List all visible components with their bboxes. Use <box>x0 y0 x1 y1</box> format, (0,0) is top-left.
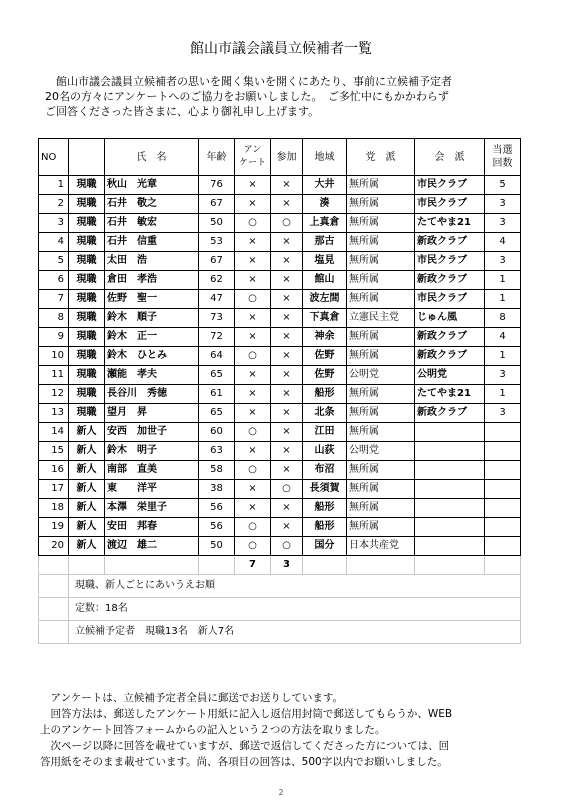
age-cell: 67 <box>199 195 235 214</box>
survey-cell: × <box>235 309 271 328</box>
table-row <box>39 423 521 442</box>
wins-cell <box>485 518 521 537</box>
status-cell: 現職 <box>69 214 105 233</box>
area-cell: 塩見 <box>303 252 347 271</box>
age-cell: 62 <box>199 271 235 290</box>
party-cell: 無所属 <box>347 214 415 233</box>
table-row <box>39 271 521 290</box>
intro-paragraph <box>45 74 535 119</box>
attend-cell: × <box>271 309 303 328</box>
survey-cell: × <box>235 233 271 252</box>
survey-cell: × <box>235 442 271 461</box>
name-cell: 本澤 栄里子 <box>105 499 199 518</box>
survey-cell: ○ <box>235 461 271 480</box>
totals-row <box>39 556 521 575</box>
party-cell: 無所属 <box>347 480 415 499</box>
status-cell: 現職 <box>69 252 105 271</box>
survey-cell: ○ <box>235 423 271 442</box>
survey-cell: ○ <box>235 518 271 537</box>
survey-cell: × <box>235 252 271 271</box>
faction-cell: じゅん風 <box>415 309 485 328</box>
table-row <box>39 442 521 461</box>
survey-cell: × <box>235 499 271 518</box>
footer-line: 次ページ以降に回答を載せていますが、郵送で返信してくださった方については、回 <box>40 740 450 752</box>
attend-cell: × <box>271 366 303 385</box>
wins-cell: 8 <box>485 309 521 328</box>
name-cell: 鈴木 順子 <box>105 309 199 328</box>
attend-cell: × <box>271 176 303 195</box>
age-cell: 56 <box>199 499 235 518</box>
sort-note: 現職、新人ごとにあいうえお順 <box>69 575 521 598</box>
faction-cell: 市民クラブ <box>415 176 485 195</box>
table-row <box>39 290 521 309</box>
party-cell: 無所属 <box>347 271 415 290</box>
age-cell: 76 <box>199 176 235 195</box>
attend-cell: × <box>271 461 303 480</box>
table-row <box>39 347 521 366</box>
area-cell: 国分 <box>303 537 347 556</box>
name-cell: 倉田 孝浩 <box>105 271 199 290</box>
attend-cell: × <box>271 271 303 290</box>
age-cell: 38 <box>199 480 235 499</box>
survey-cell: × <box>235 404 271 423</box>
faction-cell: 新政クラブ <box>415 233 485 252</box>
table-row <box>39 328 521 347</box>
name-cell: 石井 信重 <box>105 233 199 252</box>
header-attend: 参加 <box>271 139 303 176</box>
row-number: 18 <box>39 499 69 518</box>
candidate-count-note: 立候補予定者 現職13名 新人7名 <box>69 621 521 644</box>
header-party: 党 派 <box>347 139 415 176</box>
row-number: 5 <box>39 252 69 271</box>
wins-cell: 1 <box>485 385 521 404</box>
row-number: 15 <box>39 442 69 461</box>
status-cell: 現職 <box>69 404 105 423</box>
attend-cell: × <box>271 404 303 423</box>
status-cell: 現職 <box>69 176 105 195</box>
row-number: 14 <box>39 423 69 442</box>
wins-cell <box>485 461 521 480</box>
attend-cell: × <box>271 195 303 214</box>
wins-cell: 1 <box>485 290 521 309</box>
footer-line: 回答方法は、郵送したアンケート用紙に記入し返信用封筒で郵送してもらうか、WEB <box>40 708 453 720</box>
row-number: 4 <box>39 233 69 252</box>
party-cell: 無所属 <box>347 195 415 214</box>
survey-cell: × <box>235 480 271 499</box>
status-cell: 現職 <box>69 233 105 252</box>
page-title: 館山市議会議員立候補者一覧 <box>190 41 372 57</box>
name-cell: 鈴木 明子 <box>105 442 199 461</box>
area-cell: 山荻 <box>303 442 347 461</box>
faction-cell <box>415 461 485 480</box>
name-cell: 安西 加世子 <box>105 423 199 442</box>
note-row <box>39 621 521 644</box>
faction-cell: 新政クラブ <box>415 328 485 347</box>
table-row <box>39 214 521 233</box>
survey-cell: × <box>235 176 271 195</box>
seat-count-note: 定数：18名 <box>69 598 521 621</box>
wins-cell: 3 <box>485 195 521 214</box>
footer-line: アンケートは、立候補予定者全員に郵送でお送りしています。 <box>40 692 344 704</box>
row-number: 17 <box>39 480 69 499</box>
header-status <box>69 139 105 176</box>
faction-cell <box>415 537 485 556</box>
area-cell: 那古 <box>303 233 347 252</box>
status-cell: 現職 <box>69 271 105 290</box>
party-cell: 無所属 <box>347 176 415 195</box>
wins-cell: 4 <box>485 233 521 252</box>
name-cell: 望月 昇 <box>105 404 199 423</box>
faction-cell: 新政クラブ <box>415 404 485 423</box>
wins-cell: 5 <box>485 176 521 195</box>
survey-cell: × <box>235 195 271 214</box>
wins-cell: 3 <box>485 366 521 385</box>
header-area: 地域 <box>303 139 347 176</box>
survey-cell: ○ <box>235 290 271 309</box>
wins-cell <box>485 499 521 518</box>
area-cell: 館山 <box>303 271 347 290</box>
attend-cell: × <box>271 499 303 518</box>
age-cell: 56 <box>199 518 235 537</box>
status-cell: 現職 <box>69 347 105 366</box>
status-cell: 現職 <box>69 195 105 214</box>
row-number: 16 <box>39 461 69 480</box>
faction-cell: 市民クラブ <box>415 290 485 309</box>
attend-cell: ○ <box>271 537 303 556</box>
status-cell: 新人 <box>69 423 105 442</box>
header-name: 氏 名 <box>105 139 199 176</box>
party-cell: 無所属 <box>347 347 415 366</box>
age-cell: 64 <box>199 347 235 366</box>
header-no: NO <box>39 139 69 176</box>
area-cell: 江田 <box>303 423 347 442</box>
survey-cell: × <box>235 271 271 290</box>
party-cell: 日本共産党 <box>347 537 415 556</box>
footer-line: 上のアンケート回答フォームからの記入という２つの方法を取りました。 <box>40 724 386 736</box>
attend-cell: × <box>271 385 303 404</box>
wins-cell: 3 <box>485 214 521 233</box>
name-cell: 石井 敬之 <box>105 195 199 214</box>
area-cell: 大井 <box>303 176 347 195</box>
faction-cell: 新政クラブ <box>415 271 485 290</box>
faction-cell: 市民クラブ <box>415 195 485 214</box>
status-cell: 新人 <box>69 461 105 480</box>
footer-line: 答用紙をそのまま載せています。尚、各項目の回答は、500字以内でお願いしました。 <box>40 756 448 768</box>
age-cell: 50 <box>199 214 235 233</box>
wins-cell <box>485 537 521 556</box>
wins-cell: 1 <box>485 347 521 366</box>
survey-cell: ○ <box>235 214 271 233</box>
party-cell: 無所属 <box>347 404 415 423</box>
name-cell: 渡辺 雄二 <box>105 537 199 556</box>
age-cell: 47 <box>199 290 235 309</box>
status-cell: 新人 <box>69 499 105 518</box>
party-cell: 無所属 <box>347 461 415 480</box>
table-row <box>39 309 521 328</box>
attend-cell: × <box>271 290 303 309</box>
party-cell: 無所属 <box>347 518 415 537</box>
row-number: 11 <box>39 366 69 385</box>
name-cell: 瀬能 孝夫 <box>105 366 199 385</box>
table-row <box>39 252 521 271</box>
faction-cell <box>415 499 485 518</box>
age-cell: 65 <box>199 404 235 423</box>
header-faction: 会 派 <box>415 139 485 176</box>
status-cell: 現職 <box>69 385 105 404</box>
row-number: 13 <box>39 404 69 423</box>
age-cell: 72 <box>199 328 235 347</box>
age-cell: 61 <box>199 385 235 404</box>
faction-cell: 市民クラブ <box>415 252 485 271</box>
area-cell: 佐野 <box>303 366 347 385</box>
attend-cell: × <box>271 233 303 252</box>
wins-cell: 1 <box>485 271 521 290</box>
row-number: 1 <box>39 176 69 195</box>
area-cell: 湊 <box>303 195 347 214</box>
row-number: 9 <box>39 328 69 347</box>
table-row <box>39 385 521 404</box>
party-cell: 公明党 <box>347 442 415 461</box>
name-cell: 南部 直美 <box>105 461 199 480</box>
faction-cell: 公明党 <box>415 366 485 385</box>
survey-cell: ○ <box>235 347 271 366</box>
name-cell: 秋山 光章 <box>105 176 199 195</box>
party-cell: 無所属 <box>347 328 415 347</box>
row-number: 12 <box>39 385 69 404</box>
party-cell: 無所属 <box>347 499 415 518</box>
name-cell: 鈴木 ひとみ <box>105 347 199 366</box>
faction-cell: たてやま21 <box>415 214 485 233</box>
age-cell: 63 <box>199 442 235 461</box>
table-row <box>39 499 521 518</box>
area-cell: 船形 <box>303 518 347 537</box>
party-cell: 公明党 <box>347 366 415 385</box>
wins-cell: 3 <box>485 404 521 423</box>
table-row <box>39 461 521 480</box>
survey-total: 7 <box>235 556 271 575</box>
age-cell: 58 <box>199 461 235 480</box>
party-cell: 無所属 <box>347 385 415 404</box>
area-cell: 波左間 <box>303 290 347 309</box>
row-number: 10 <box>39 347 69 366</box>
age-cell: 50 <box>199 537 235 556</box>
table-row <box>39 366 521 385</box>
age-cell: 73 <box>199 309 235 328</box>
name-cell: 鈴木 正一 <box>105 328 199 347</box>
table-row <box>39 176 521 195</box>
wins-cell <box>485 442 521 461</box>
age-cell: 65 <box>199 366 235 385</box>
age-cell: 60 <box>199 423 235 442</box>
status-cell: 新人 <box>69 518 105 537</box>
party-cell: 無所属 <box>347 233 415 252</box>
name-cell: 石井 敏宏 <box>105 214 199 233</box>
party-cell: 無所属 <box>347 423 415 442</box>
table-row <box>39 537 521 556</box>
intro-line: ご回答くださった皆さまに、心より御礼申し上げます。 <box>45 105 320 118</box>
name-cell: 佐野 聖一 <box>105 290 199 309</box>
row-number: 6 <box>39 271 69 290</box>
row-number: 3 <box>39 214 69 233</box>
note-row <box>39 598 521 621</box>
wins-cell: 4 <box>485 328 521 347</box>
area-cell: 船形 <box>303 499 347 518</box>
faction-cell: 新政クラブ <box>415 347 485 366</box>
wins-cell <box>485 423 521 442</box>
intro-line: 20名の方々にアンケートへのご協力をお願いしました。 ご多忙中にもかかわらず <box>45 90 449 103</box>
attend-total: 3 <box>271 556 303 575</box>
row-number: 19 <box>39 518 69 537</box>
footer-paragraph <box>40 690 532 770</box>
status-cell: 新人 <box>69 537 105 556</box>
note-row <box>39 575 521 598</box>
status-cell: 現職 <box>69 290 105 309</box>
row-number: 2 <box>39 195 69 214</box>
page-number: 2 <box>278 788 284 797</box>
wins-cell: 3 <box>485 252 521 271</box>
attend-cell: × <box>271 347 303 366</box>
table-row <box>39 195 521 214</box>
survey-cell: × <box>235 385 271 404</box>
table-header-row <box>39 139 521 176</box>
attend-cell: × <box>271 423 303 442</box>
status-cell: 現職 <box>69 309 105 328</box>
table-row <box>39 518 521 537</box>
wins-cell <box>485 480 521 499</box>
area-cell: 神余 <box>303 328 347 347</box>
age-cell: 67 <box>199 252 235 271</box>
area-cell: 船形 <box>303 385 347 404</box>
status-cell: 新人 <box>69 480 105 499</box>
party-cell: 無所属 <box>347 252 415 271</box>
attend-cell: × <box>271 442 303 461</box>
name-cell: 長谷川 秀徳 <box>105 385 199 404</box>
row-number: 20 <box>39 537 69 556</box>
area-cell: 佐野 <box>303 347 347 366</box>
name-cell: 東 洋平 <box>105 480 199 499</box>
header-wins: 当選 回数 <box>485 139 521 176</box>
faction-cell <box>415 442 485 461</box>
survey-cell: ○ <box>235 537 271 556</box>
faction-cell <box>415 423 485 442</box>
header-age: 年齢 <box>199 139 235 176</box>
name-cell: 安田 邦春 <box>105 518 199 537</box>
row-number: 7 <box>39 290 69 309</box>
attend-cell: × <box>271 328 303 347</box>
survey-cell: × <box>235 328 271 347</box>
area-cell: 布沼 <box>303 461 347 480</box>
area-cell: 上真倉 <box>303 214 347 233</box>
area-cell: 長須賀 <box>303 480 347 499</box>
name-cell: 太田 浩 <box>105 252 199 271</box>
faction-cell <box>415 480 485 499</box>
faction-cell: たてやま21 <box>415 385 485 404</box>
status-cell: 新人 <box>69 442 105 461</box>
attend-cell: × <box>271 518 303 537</box>
party-cell: 無所属 <box>347 290 415 309</box>
row-number: 8 <box>39 309 69 328</box>
area-cell: 北条 <box>303 404 347 423</box>
age-cell: 53 <box>199 233 235 252</box>
table-row <box>39 233 521 252</box>
attend-cell: ○ <box>271 480 303 499</box>
status-cell: 現職 <box>69 328 105 347</box>
area-cell: 下真倉 <box>303 309 347 328</box>
survey-cell: × <box>235 366 271 385</box>
faction-cell <box>415 518 485 537</box>
status-cell: 現職 <box>69 366 105 385</box>
table-row <box>39 404 521 423</box>
attend-cell: × <box>271 252 303 271</box>
candidate-table <box>38 138 521 644</box>
attend-cell: ○ <box>271 214 303 233</box>
header-survey: アン ケート <box>235 139 271 176</box>
table-row <box>39 480 521 499</box>
intro-line: 館山市議会議員立候補者の思いを聞く集いを開くにあたり、事前に立候補予定者 <box>45 75 452 88</box>
party-cell: 立憲民主党 <box>347 309 415 328</box>
